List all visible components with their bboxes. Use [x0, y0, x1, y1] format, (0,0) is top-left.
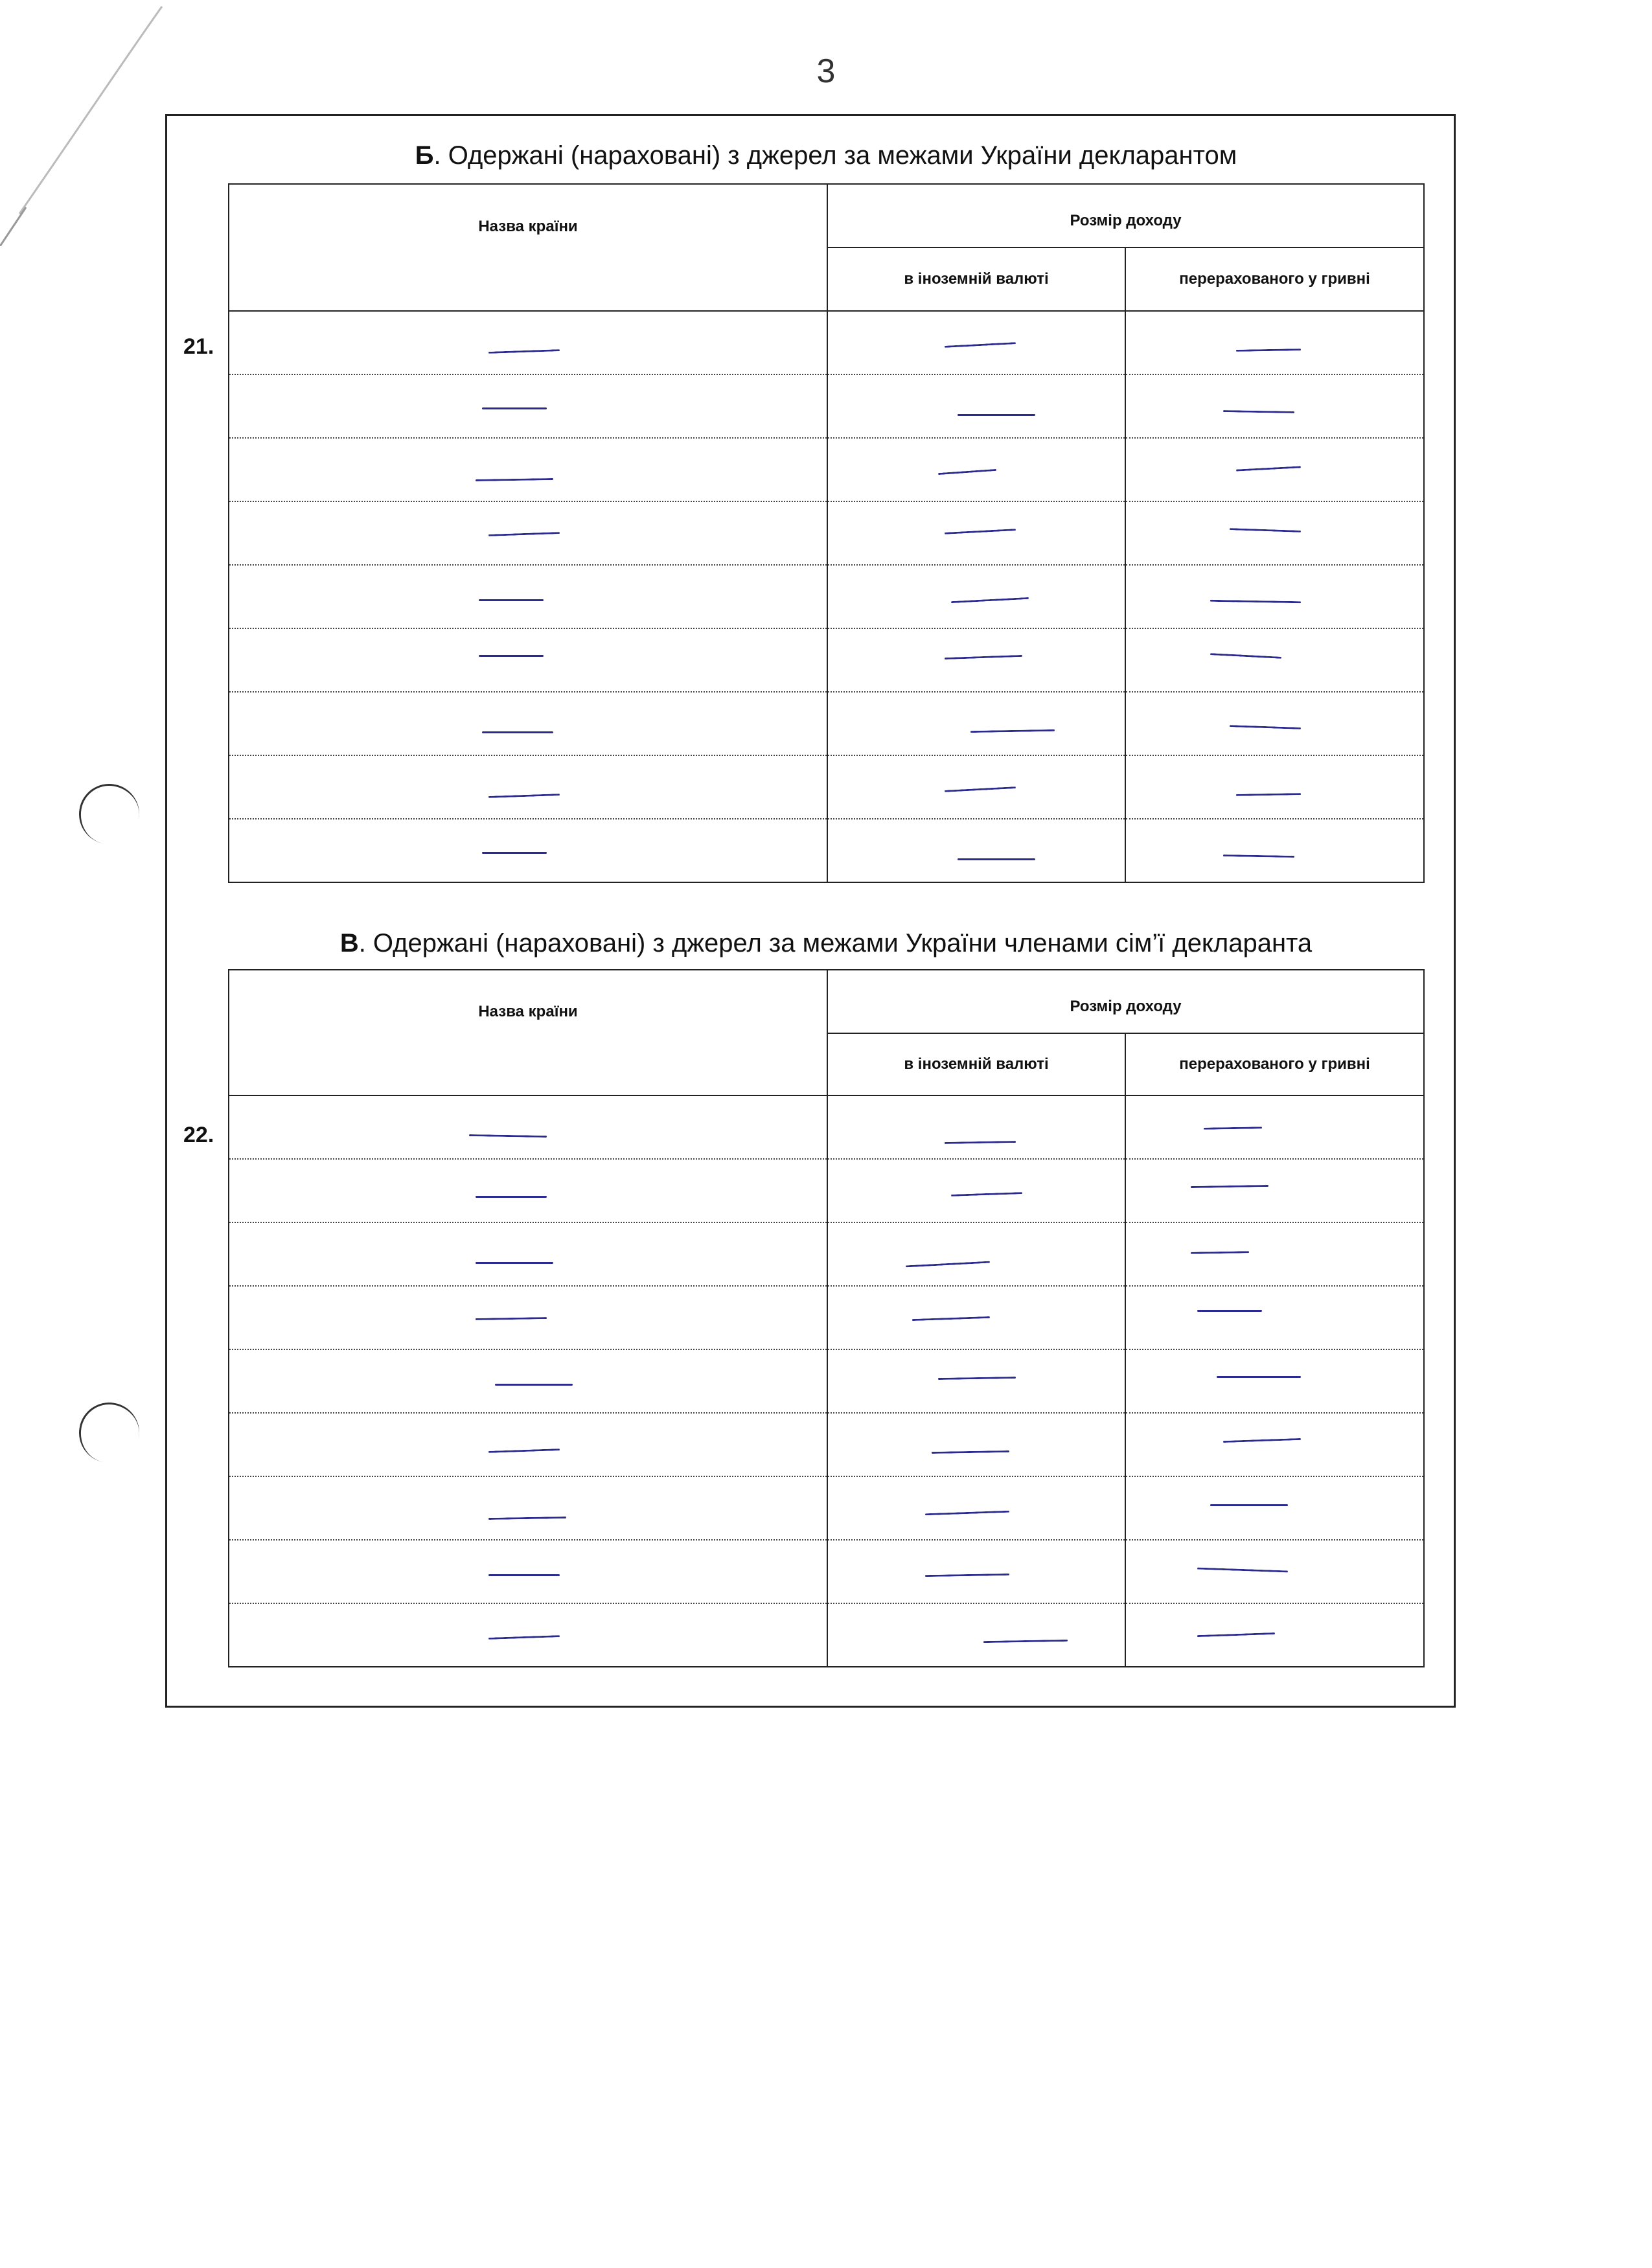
- handwritten-dash-mark: [1210, 600, 1301, 603]
- handwritten-dash-mark: [476, 1317, 547, 1320]
- handwritten-dash-mark: [906, 1261, 990, 1268]
- handwritten-dash-mark: [1230, 725, 1301, 729]
- family-foreign-cell[interactable]: [827, 1286, 1125, 1349]
- declarant-foreign-cell[interactable]: [827, 311, 1125, 374]
- declarant-uah-cell[interactable]: [1125, 501, 1424, 565]
- handwritten-dash-mark: [951, 1192, 1022, 1197]
- declarant-foreign-cell[interactable]: [827, 692, 1125, 755]
- handwritten-dash-mark: [958, 858, 1035, 860]
- table-row: [229, 819, 1424, 882]
- table-row: [229, 501, 1424, 565]
- handwritten-dash-mark: [938, 1377, 1016, 1380]
- table-row: [229, 1286, 1424, 1349]
- family-uah-cell[interactable]: [1125, 1476, 1424, 1540]
- handwritten-dash-mark: [488, 532, 560, 536]
- table-row: [229, 755, 1424, 819]
- declarant-uah-cell[interactable]: [1125, 628, 1424, 692]
- handwritten-dash-mark: [1236, 793, 1301, 796]
- table-row: [229, 1095, 1424, 1159]
- handwritten-dash-mark: [932, 1450, 1009, 1454]
- family-country-cell[interactable]: [229, 1222, 827, 1286]
- table-row: [229, 1222, 1424, 1286]
- declarant-foreign-cell[interactable]: [827, 374, 1125, 438]
- declarant-country-cell[interactable]: [229, 501, 827, 565]
- handwritten-dash-mark: [479, 599, 544, 601]
- declarant-country-cell[interactable]: [229, 374, 827, 438]
- handwritten-dash-mark: [1197, 1632, 1275, 1637]
- family-uah-cell[interactable]: [1125, 1349, 1424, 1413]
- declarant-country-cell[interactable]: [229, 692, 827, 755]
- row-number-22: 22.: [183, 1123, 214, 1147]
- family-country-cell[interactable]: [229, 1603, 827, 1667]
- section-v-title: [0, 929, 1652, 958]
- header-country: Назва країни: [229, 970, 827, 1095]
- handwritten-dash-mark: [945, 529, 1016, 534]
- handwritten-dash-mark: [476, 1262, 553, 1264]
- header-income-size: Розмір доходу: [827, 184, 1424, 247]
- handwritten-dash-mark: [482, 407, 547, 409]
- handwritten-dash-mark: [912, 1316, 990, 1321]
- declarant-country-cell[interactable]: [229, 565, 827, 628]
- family-foreign-cell[interactable]: [827, 1159, 1125, 1222]
- handwritten-dash-mark: [476, 478, 553, 481]
- table-row: [229, 565, 1424, 628]
- handwritten-dash-mark: [469, 1134, 547, 1138]
- handwritten-dash-mark: [488, 1517, 566, 1520]
- header-country: Назва країни: [229, 184, 827, 311]
- handwritten-dash-mark: [1236, 466, 1301, 471]
- handwritten-dash-mark: [1210, 653, 1281, 659]
- handwritten-dash-mark: [1223, 410, 1294, 413]
- family-country-cell[interactable]: [229, 1349, 827, 1413]
- folded-corner-mark: [0, 0, 168, 246]
- family-uah-cell[interactable]: [1125, 1413, 1424, 1476]
- declarant-foreign-cell[interactable]: [827, 819, 1125, 882]
- family-uah-cell[interactable]: [1125, 1159, 1424, 1222]
- declarant-foreign-cell[interactable]: [827, 755, 1125, 819]
- header-income-size: Розмір доходу: [827, 970, 1424, 1033]
- handwritten-dash-mark: [488, 1574, 560, 1576]
- header-foreign-currency: в іноземній валюті: [827, 247, 1125, 311]
- declarant-uah-cell[interactable]: [1125, 438, 1424, 501]
- declarant-country-cell[interactable]: [229, 438, 827, 501]
- section-b-letter: Б: [415, 141, 434, 170]
- family-country-cell[interactable]: [229, 1540, 827, 1603]
- header-converted-uah: перерахованого у гривні: [1125, 1033, 1424, 1095]
- declarant-country-cell[interactable]: [229, 819, 827, 882]
- declarant-country-cell[interactable]: [229, 311, 827, 374]
- handwritten-dash-mark: [951, 597, 1029, 603]
- income-table-family: [228, 969, 1425, 1667]
- handwritten-dash-mark: [945, 1141, 1016, 1144]
- family-country-cell[interactable]: [229, 1413, 827, 1476]
- table-row: [229, 311, 1424, 374]
- handwritten-dash-mark: [476, 1196, 547, 1198]
- handwritten-dash-mark: [1191, 1185, 1268, 1188]
- page-number: 3: [816, 52, 836, 90]
- table-row: [229, 1603, 1424, 1667]
- family-uah-cell[interactable]: [1125, 1286, 1424, 1349]
- handwritten-dash-mark: [925, 1574, 1009, 1577]
- family-foreign-cell[interactable]: [827, 1603, 1125, 1667]
- declarant-foreign-cell[interactable]: [827, 565, 1125, 628]
- family-country-cell[interactable]: [229, 1159, 827, 1222]
- punch-hole: [75, 1398, 144, 1468]
- declarant-country-cell[interactable]: [229, 628, 827, 692]
- handwritten-dash-mark: [488, 349, 560, 354]
- income-table-declarant: [228, 183, 1425, 883]
- handwritten-dash-mark: [958, 414, 1035, 416]
- table-row: [229, 1476, 1424, 1540]
- section-b-title-text: . Одержані (нараховані) з джерел за межами України декларантом: [433, 141, 1237, 170]
- handwritten-dash-mark: [1204, 1127, 1262, 1130]
- table-row: [229, 374, 1424, 438]
- declarant-uah-cell[interactable]: [1125, 565, 1424, 628]
- section-v-title-text: . Одержані (нараховані) з джерел за межами України членами сім’ї декларанта: [358, 929, 1313, 957]
- section-v-letter: В: [339, 929, 359, 957]
- declarant-foreign-cell[interactable]: [827, 438, 1125, 501]
- handwritten-dash-mark: [925, 1511, 1009, 1516]
- handwritten-dash-mark: [495, 1384, 573, 1386]
- handwritten-dash-mark: [1197, 1310, 1262, 1312]
- handwritten-dash-mark: [488, 1635, 560, 1640]
- family-uah-cell[interactable]: [1125, 1222, 1424, 1286]
- family-country-cell[interactable]: [229, 1095, 827, 1159]
- handwritten-dash-mark: [482, 852, 547, 854]
- table-row: [229, 1349, 1424, 1413]
- family-uah-cell[interactable]: [1125, 1603, 1424, 1667]
- table-row: [229, 1159, 1424, 1222]
- handwritten-dash-mark: [488, 1449, 560, 1453]
- handwritten-dash-mark: [970, 729, 1055, 733]
- handwritten-dash-mark: [1210, 1504, 1288, 1506]
- handwritten-dash-mark: [1197, 1568, 1288, 1573]
- declarant-uah-cell[interactable]: [1125, 311, 1424, 374]
- declarant-uah-cell[interactable]: [1125, 692, 1424, 755]
- declarant-uah-cell[interactable]: [1125, 819, 1424, 882]
- handwritten-dash-mark: [479, 655, 544, 657]
- header-converted-uah: перерахованого у гривні: [1125, 247, 1424, 311]
- table-row: [229, 692, 1424, 755]
- family-foreign-cell[interactable]: [827, 1540, 1125, 1603]
- handwritten-dash-mark: [945, 342, 1016, 348]
- family-foreign-cell[interactable]: [827, 1095, 1125, 1159]
- handwritten-dash-mark: [488, 794, 560, 798]
- declarant-uah-cell[interactable]: [1125, 755, 1424, 819]
- declarant-country-cell[interactable]: [229, 755, 827, 819]
- handwritten-dash-mark: [1230, 528, 1301, 533]
- declarant-foreign-cell[interactable]: [827, 501, 1125, 565]
- family-foreign-cell[interactable]: [827, 1476, 1125, 1540]
- handwritten-dash-mark: [1236, 349, 1301, 352]
- table-row: [229, 1413, 1424, 1476]
- handwritten-dash-mark: [1223, 854, 1294, 858]
- punch-hole: [75, 779, 144, 849]
- handwritten-dash-mark: [1223, 1438, 1301, 1443]
- handwritten-dash-mark: [482, 731, 553, 733]
- handwritten-dash-mark: [945, 786, 1016, 792]
- handwritten-dash-mark: [1217, 1376, 1301, 1378]
- family-foreign-cell[interactable]: [827, 1222, 1125, 1286]
- handwritten-dash-mark: [1191, 1251, 1249, 1254]
- table-row: [229, 438, 1424, 501]
- header-foreign-currency: в іноземній валюті: [827, 1033, 1125, 1095]
- section-b-title: [0, 141, 1652, 170]
- handwritten-dash-mark: [938, 469, 996, 475]
- table-row: [229, 1540, 1424, 1603]
- family-uah-cell[interactable]: [1125, 1095, 1424, 1159]
- family-country-cell[interactable]: [229, 1286, 827, 1349]
- family-foreign-cell[interactable]: [827, 1349, 1125, 1413]
- table-row: [229, 628, 1424, 692]
- declarant-foreign-cell[interactable]: [827, 628, 1125, 692]
- family-country-cell[interactable]: [229, 1476, 827, 1540]
- declarant-uah-cell[interactable]: [1125, 374, 1424, 438]
- family-uah-cell[interactable]: [1125, 1540, 1424, 1603]
- handwritten-dash-mark: [983, 1640, 1068, 1643]
- family-foreign-cell[interactable]: [827, 1413, 1125, 1476]
- handwritten-dash-mark: [945, 655, 1022, 659]
- row-number-21: 21.: [183, 334, 214, 359]
